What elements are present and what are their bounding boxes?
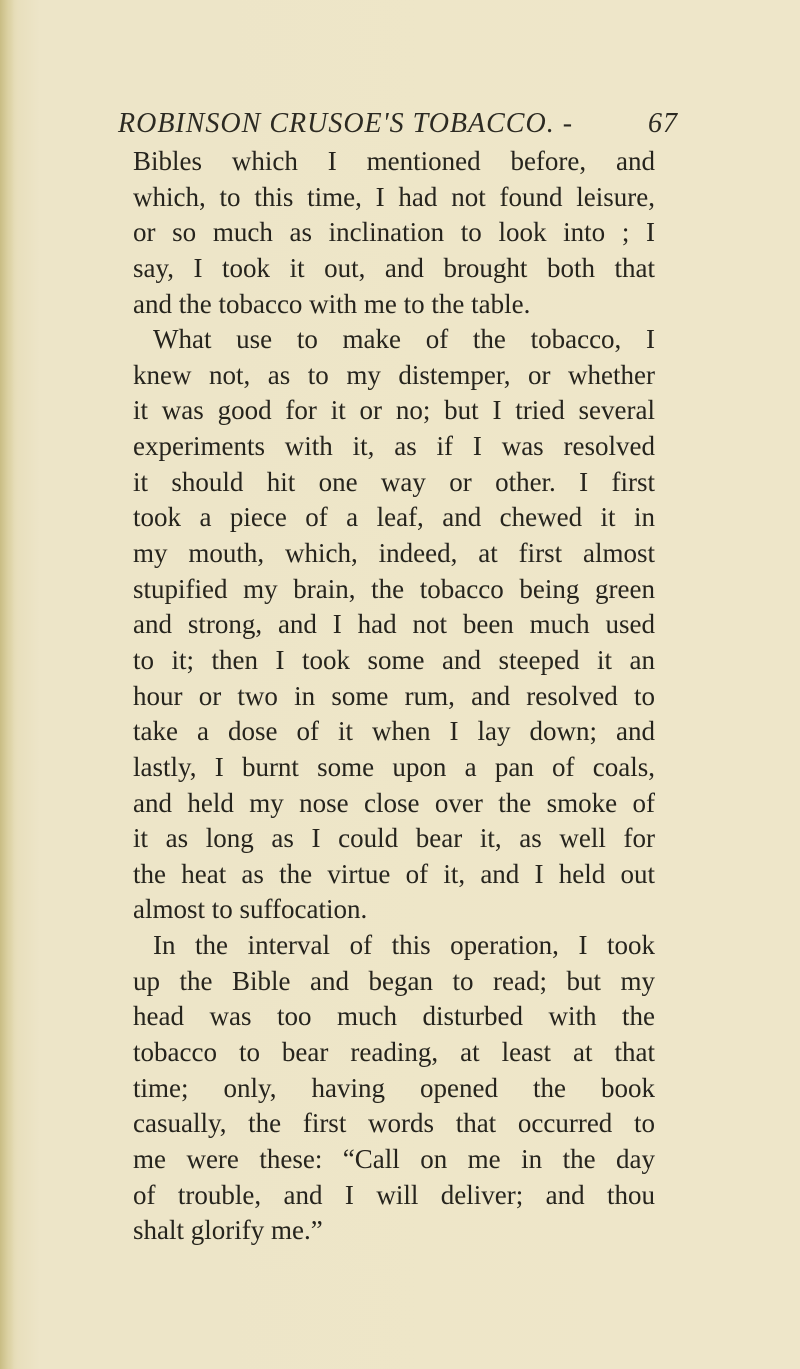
text-line: which, to this time, I had not found leisure,: [133, 181, 655, 212]
text-line: took a piece of a leaf, and chewed it in: [133, 502, 655, 533]
text-line: What use to make of the tobacco, I: [153, 324, 655, 355]
text-line: up the Bible and began to read; but my: [133, 965, 655, 996]
text-line: knew not, as to my distemper, or whether: [133, 359, 655, 390]
text-line: stupified my brain, the tobacco being green: [133, 573, 655, 604]
text-line: In the interval of this operation, I took: [153, 930, 655, 961]
text-line: of trouble, and I will deliver; and thou: [133, 1179, 655, 1210]
text-line: me were these: “Call on me in the day: [133, 1143, 655, 1174]
text-line: and the tobacco with me to the table.: [133, 288, 531, 319]
text-line: it as long as I could bear it, as well for: [133, 823, 655, 854]
body-text: [133, 144, 655, 1249]
text-line: the heat as the virtue of it, and I held out: [133, 858, 655, 889]
text-line: casually, the first words that occurred to: [133, 1108, 655, 1139]
text-line: tobacco to bear reading, at least at that: [133, 1037, 655, 1068]
text-line: and strong, and I had not been much used: [133, 609, 655, 640]
text-line: experiments with it, as if I was resolved: [133, 431, 655, 462]
running-head-title: ROBINSON CRUSOE'S TOBACCO.: [118, 108, 555, 139]
running-head: [118, 108, 678, 148]
text-line: and held my nose close over the smoke of: [133, 787, 655, 818]
text-line: almost to suffocation.: [133, 894, 368, 925]
text-line: Bibles which I mentioned before, and: [133, 146, 655, 176]
text-line: my mouth, which, indeed, at first almost: [133, 538, 655, 569]
text-line: time; only, having opened the book: [133, 1072, 655, 1103]
text-line: lastly, I burnt some upon a pan of coals,: [133, 751, 655, 782]
text-line: it was good for it or no; but I tried several: [133, 395, 655, 426]
text-line: take a dose of it when I lay down; and: [133, 716, 655, 747]
page-number: 67: [648, 108, 678, 139]
gutter-shadow: [0, 0, 14, 1369]
text-line: shalt glorify me.”: [133, 1215, 323, 1246]
text-line: it should hit one way or other. I first: [133, 466, 655, 497]
text-line: hour or two in some rum, and resolved to: [133, 680, 655, 711]
text-line: head was too much disturbed with the: [133, 1001, 655, 1032]
running-head-dash: -: [562, 108, 574, 139]
text-line: say, I took it out, and brought both that: [133, 252, 655, 283]
text-line: or so much as inclination to look into ; I: [133, 217, 655, 248]
text-line: to it; then I took some and steeped it an: [133, 644, 655, 675]
